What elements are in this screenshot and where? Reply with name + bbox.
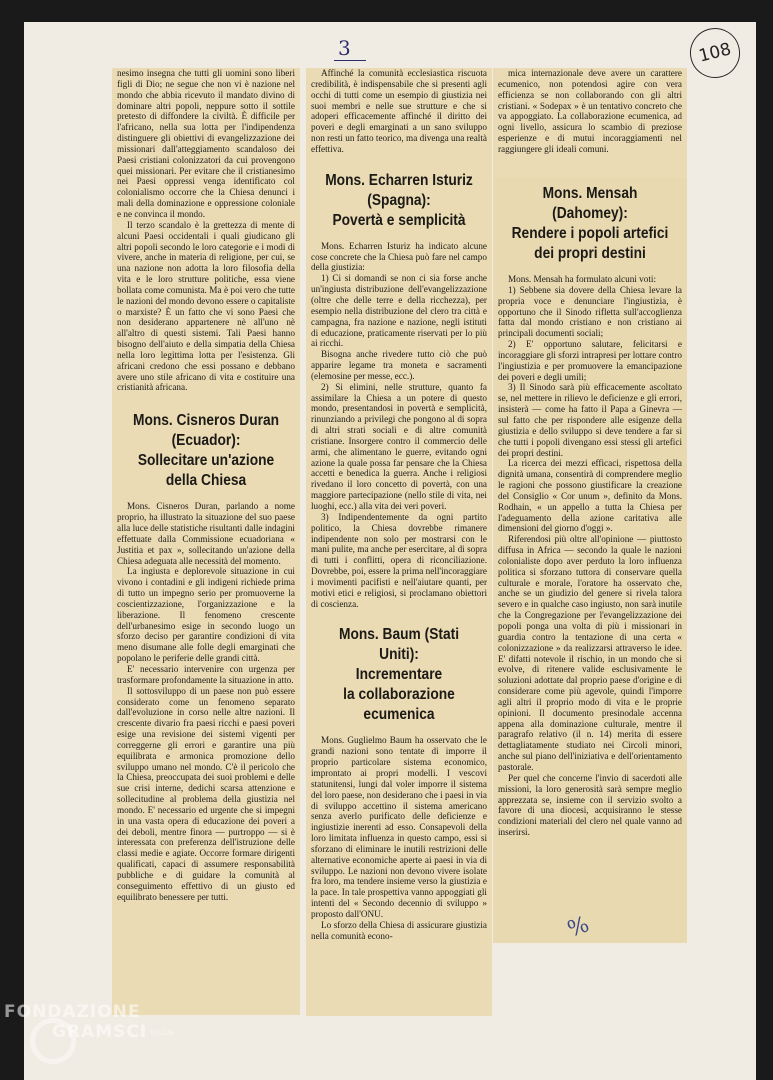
heading-line: della Chiesa (165, 472, 247, 490)
heading-line: la collaborazione (343, 686, 455, 704)
paragraph: La ricerca dei mezzi efficaci, rispettosa della dignità umana, consentirà di comprendere meglio le ragioni che possono giustificare la creazione del Consiglio « Cor unum », definito da Mons. Rodhain, « un appello a tutta la Chiesa per l'adeguamento della azione caritativa alle dimensioni del giorno d'oggi ». (498, 458, 682, 534)
paragraph: Mons. Echarren Isturiz ha indicato alcune cose concrete che la Chiesa può fare nel campo della giustizia: (311, 240, 487, 273)
paragraph: nesimo insegna che tutti gli uomini sono liberi figli di Dio; ne segue che non vi è nazione nel mondo che abbia ricevuto il mandato divino di dominare altri popoli, neppure sotto il sottile pretesto di diffondere la civiltà. È difficile per l'africano, nella sua lotta per l'indipendenza distinguere gli obiettivi di evangelizzazione dei missionari dall'atteggiamento scandaloso dei Paesi cristiani colonizzatori da cui provengono quei missionari. Per evitare che il cristianesimo nei Paesi oppressi venga identificato col colonialismo occorre che la Chiesa denunci i mali della dominazione e oppressione coloniale e ne convinca il mondo. (117, 68, 295, 219)
paragraph: Il sottosviluppo di un paese non può essere considerato come un fenomeno separato dall'evoluzione in corso nelle altre nazioni. Il crescente divario fra paesi ricchi e paesi poveri esige una revisione dei sistemi vigenti per correggerne gli errori e garantire una più equilibrata e armonica promozione dello sviluppo umano nel mondo. C'è il pericolo che la Chiesa, preoccupata dei suoi problemi e delle sue crisi interne, dedichi scarsa attenzione e sollecitudine al problema della giustizia nel mondo. E' necessario ed urgente che si impegni in una vasta opera di educazione dei poveri a dei deboli, mentre finora — purtroppo — si è interessata con preferenza dell'istruzione delle classi medie e agiate. Occorre formare dirigenti qualificati, capaci di assumere responsabilità pubbliche e di guidare la comunità al conseguimento effettivo di un giusto ed equilibrato benessere per tutti. (117, 685, 295, 902)
heading-line: Povertà e semplicità (332, 211, 466, 229)
col1-text-top (112, 68, 300, 393)
handwritten-underline (334, 60, 366, 61)
heading-mensah (507, 184, 674, 264)
heading-line: (Ecuador): (171, 432, 241, 450)
paragraph: 2) E' opportuno salutare, felicitarsi e incoraggiare gli sforzi intrapresi per lottare contro l'ingiustizia e per promuovere la emancipazione dei poveri e degli umili; (498, 339, 682, 382)
heading-baum (319, 625, 479, 725)
heading-line: Incrementare (355, 666, 443, 684)
col4-text (493, 274, 687, 838)
paragraph: 1) Sebbene sia dovere della Chiesa levare la propria voce e denunciare l'ingiustizia, è opportuno che il Sinodo rifletta sull'accoglienza fatta dal mondo cristiano e non cristiano ai principali documenti sociali; (498, 284, 682, 339)
paragraph: Affinché la comunità ecclesiastica riscuota credibilità, è indispensabile che si presenti agli occhi di tutti come un esempio di giustizia nei suoi membri e nelle sue strutture e che si adoperi efficacemente affinché il diritto dei poveri e degli emarginati a un sano sviluppo non resti un fatto teorico, ma divenga una realtà effettiva. (311, 68, 487, 154)
heading-cisneros (125, 411, 287, 491)
col2-text-bottom (306, 735, 492, 941)
col1-text-bottom (112, 501, 300, 902)
heading-line: Mons. Baum (Stati Uniti): (338, 626, 460, 664)
paragraph: La ingiusta e deplorevole situazione in cui vivono i contadini e gli indigeni richiede prima di tutto un impegno serio per promuoverne la coscientizzazione, l'organizzazione e la liberazione. Il fenomeno crescente dell'urbanesimo esige in secondo luogo un sforzo deciso per garantire condizioni di vita meno disumane alle folle degli emarginati che popolano le periferie delle grandi città. (117, 566, 295, 664)
sheet-number-stamp: 108 (685, 23, 746, 84)
paragraph: Riferendosi più oltre all'opinione — piuttosto diffusa in Africa — secondo la quale le nazioni colonialiste dopo aver perduto la loro influenza politica si sforzano tuttora di conservare quella culturale e morale, l'oratore ha osservato che, anche se un giudizio del genere si rivela talora severo e in qualche caso ingiusto, non sarà inutile che la Congregazione per l'evangelizzazione dei popoli ponga una volta di più i missionari in guardia contro la tentazione di una certa « colonizzazione » da realizzarsi attraverso le idee. E' difatti notevole il rischio, in un mondo che si evolve, di ritenere valide esclusivamente le soluzioni adottate dal proprio paese d'origine e di considerare come più agevole, quindi l'imporre agli altri il proprio modo di vita e le proprie opinioni. Il documento presinodale accenna appena alla dominazione culturale, mentre il paragrafo relativo (il n. 14) merita di essere dettagliatamente studiato nei Circoli minori, anche sul piano dell'iniziativa e dell'orientamento pastorale. (498, 534, 682, 772)
paragraph: Per quel che concerne l'invio di sacerdoti alle missioni, la loro generosità sarà sempre meglio apprezzata se, insieme con il servizio svolto a favore di una diocesi, acquisiranno le stesse condizioni materiali del clero nel quale vanno ad inserirsi. (498, 772, 682, 838)
watermark-line: GRAMSCI (52, 1022, 148, 1042)
watermark (4, 1002, 147, 1042)
paragraph: Mons. Mensah ha formulato alcuni voti: (508, 274, 656, 284)
paragraph: Mons. Guglielmo Baum ha osservato che le grandi nazioni sono tentate di imporre il proprio particolare sistema economico, improntato ai propri modelli. I vescovi statunitensi, lungi dal voler imporre il sistema del loro paese, non desiderano che i paesi in via di sviluppo accettino il sistema americano senza averlo purificato delle deficienze e ingiustizie inerenti ad esso. Consapevoli della loro limitata influenza in questo campo, essi si sforzano di eliminare le inutili restrizioni delle alternative economiche aperte ai paesi in via di sviluppo. Le nazioni non devono vivere isolate fra loro, ma tendere insieme verso la giustizia e la pace. In tale prospettiva vanno appoggiati gli intenti del « Secondo decennio di sviluppo » proposto dall'ONU. (311, 735, 487, 919)
clipping-column-2 (306, 68, 492, 1016)
paragraph: 2) Si elimini, nelle strutture, quanto fa assimilare la Chiesa a un potere di questo mondo, presentandosi in povertà e semplicità, rinunziando a privilegi che pongono al di sopra di altri strati sociali e di altre comunità cristiane. Insorgere contro il commercio delle armi, che alimentano le guerre, evitando ogni azione la quale possa far pensare che la Chiesa accetti e benedica la guerra. Anche i religiosi rivedano il loro concetto di povertà, con una maggiore partecipazione (nello stile di vita, nei luoghi, ecc.) alla vita dei veri poveri. (311, 381, 487, 511)
paragraph: E' necessario intervenire con urgenza per trasformare profondamente la situazione in atto. (117, 663, 295, 685)
paragraph: Mons. Cisneros Duran, parlando a nome proprio, ha illustrato la situazione del suo paese alla luce delle statistiche risultanti dalle indagini effettuate dalla Commissione ecuadoriana « Justitia et pax », sollecitando un'azione della Chiesa adeguata alle necessità del momento. (117, 501, 295, 566)
handwritten-page-mark: 3 (338, 36, 351, 60)
heading-line: Sollecitare un'azione (137, 452, 275, 470)
clipping-column-1 (112, 68, 300, 1015)
paragraph: 3) Indipendentemente da ogni partito politico, la Chiesa dovrebbe rimanere indipendente non solo per mostrarsi con le mani pulite, ma anche per esercitare, al di sopra di tutti i conflitti, opera di riconciliazione. Dovrebbe, poi, essere la prima nell'incoraggiare i movimenti pacifisti e nell'aiutare quanti, per motivi etici e religiosi, si proclamano obiettori di coscienza. (311, 511, 487, 609)
paragraph: mica internazionale deve avere un carattere ecumenico, non potendosi agire con vera efficienza se non collaborando con gli altri cristiani. « Sodepax » è un tentativo concreto che va appoggiato. La collaborazione ecumenica, ad ogni livello, assicura lo scambio di preziose esperienze e di mutui incoraggiamenti nel raggiungere gli ideali comuni. (498, 68, 682, 154)
heading-line: Rendere i popoli artefici (511, 225, 669, 242)
col2-text-top (306, 68, 492, 155)
watermark-suffix: onlus (150, 1028, 175, 1038)
paragraph: Bisogna anche rivedere tutto ciò che può apparire legame tra moneta e sacramenti (elemosine per messe, ecc.). (311, 349, 487, 381)
heading-line: (Spagna): (367, 191, 431, 209)
paragraph: Il terzo scandalo è la grettezza di mente di alcuni Paesi occidentali i quali giudicano gli altri popoli secondo le loro categorie e i modi di vivere, anche in materia di religione, per cui, se una nazione non adotta la loro filosofia della vita e le loro strutture politiche, essa viene bollata come comunista. Ma è poi vero che tutte le nazioni del mondo devono essere o capitaliste o marxiste? È un fatto che vi sono Paesi che non desiderano appartenere nè all'uno nè all'altro di questi sistemi. Tali Paesi hanno bisogno dell'aiuto e della simpatia della Chiesa nella loro legittima lotta per l'esistenza. Gli africani credono che essi possano e debbano avere uno stile africano di vita e costituire una cristianità africana. (117, 219, 295, 393)
paragraph: 1) Ci si domandi se non ci sia forse anche un'ingiusta distribuzione dell'evangelizzazione (oltre che delle terre e della ricchezza), per esempio nella distribuzione del clero tra città e campagna, fra nazione e nazione, negli istituti di educazione, praticamente riservati per lo più ai ricchi. (311, 273, 487, 349)
heading-line: dei propri destini (534, 245, 646, 262)
watermark-line: FONDAZIONE (4, 1002, 141, 1022)
paragraph: 3) Il Sinodo sarà più efficacemente ascoltato se, nel mettere in rilievo le deficienze e gli errori, insisterà — come ha fatto il Papa a Ginevra — sul fatto che per rispondere alle esigenze della giustizia e dello sviluppo si deve tendere a far sì che tutti i popoli divengano essi stessi gli artefici dei propri destini. (498, 382, 682, 458)
paragraph: Lo sforzo della Chiesa di assicurare giustizia nella comunità econo- (311, 919, 487, 941)
handwritten-closing-mark: % (564, 912, 593, 943)
heading-line: Mons. Cisneros Duran (132, 412, 280, 430)
heading-line: Mons. Echarren Isturiz (325, 171, 473, 189)
heading-line: Mons. Mensah (Dahomey): (542, 185, 638, 222)
heading-echarren (319, 171, 479, 231)
col2-text-middle (306, 241, 492, 610)
clipping-column-4 (493, 178, 687, 943)
col3-text (493, 68, 687, 155)
heading-line: ecumenica (363, 706, 435, 724)
